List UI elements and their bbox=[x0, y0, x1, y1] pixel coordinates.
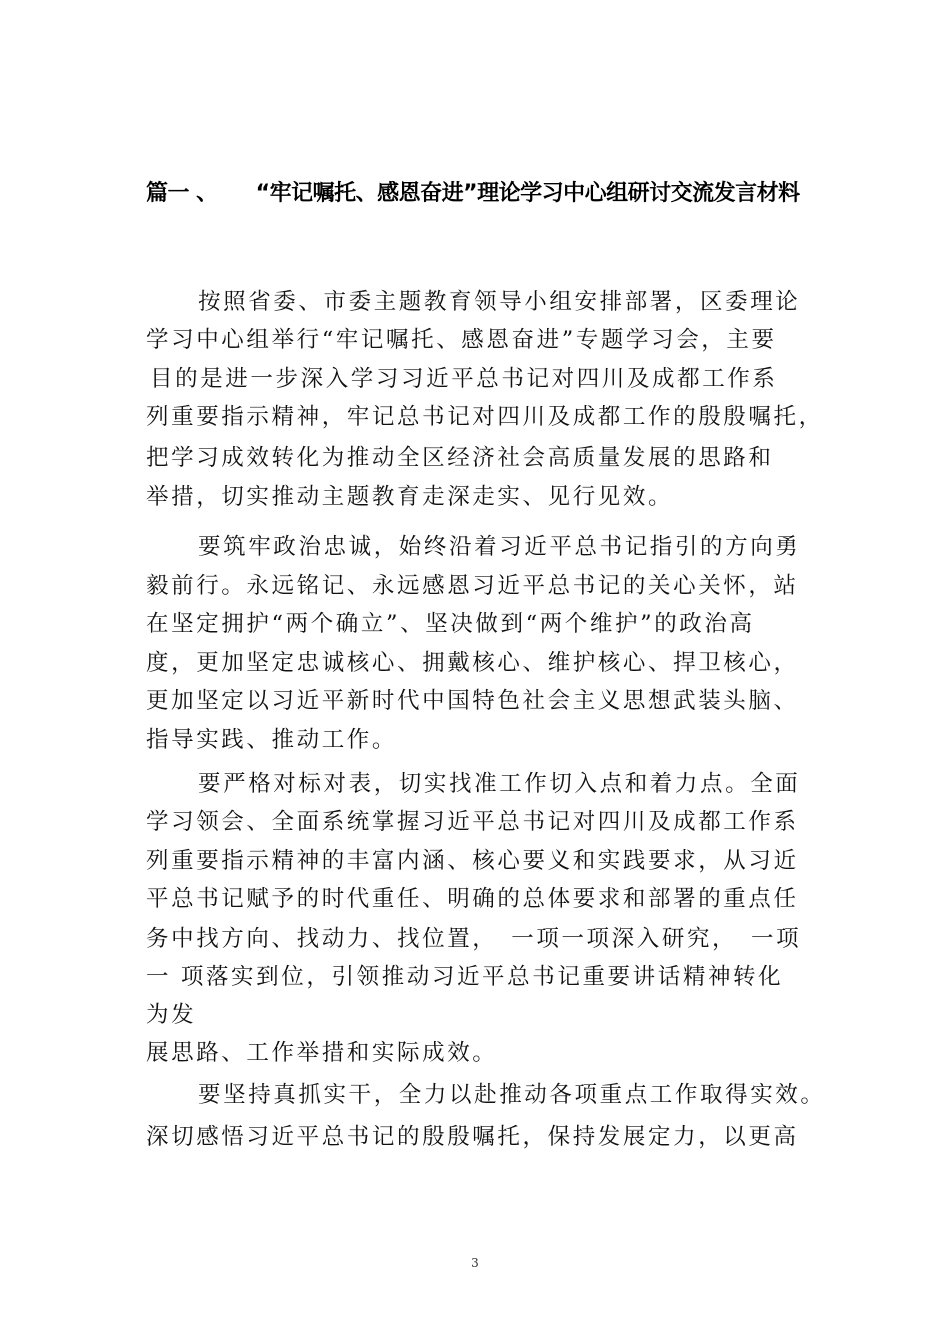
title-main: “牢记嘱托、感恩奋进”理论学习中心组研讨交流发言材料 bbox=[255, 181, 800, 206]
paragraph-line: 一 项落实到位，引领推动习近平总书记重要讲话精神转化 bbox=[146, 964, 784, 990]
paragraph-line: 毅前行。永远铭记、永远感恩习近平总书记的关心关怀，站 bbox=[146, 573, 799, 599]
paragraph-line: 学习领会、全面系统掌握习近平总书记对四川及成都工作系 bbox=[146, 809, 799, 835]
paragraph-line: 列重要指示精神的丰富内涵、核心要义和实践要求，从习近 bbox=[146, 848, 799, 874]
paragraph-line: 度，更加坚定忠诚核心、拥戴核心、维护核心、捍卫核心， bbox=[146, 650, 799, 676]
paragraph-line: 要筑牢政治忠诚，始终沿着习近平总书记指引的方向勇 bbox=[198, 534, 801, 560]
paragraph-line: 平总书记赋予的时代重任、明确的总体要求和部署的重点任 bbox=[146, 886, 799, 912]
paragraph-line: 在坚定拥护“两个确立”、坚决做到“两个维护”的政治高 bbox=[146, 611, 755, 637]
paragraph-line: 把学习成效转化为推动全区经济社会高质量发展的思路和 bbox=[146, 445, 774, 471]
paragraph-line: 按照省委、市委主题教育领导小组安排部署，区委理论 bbox=[198, 289, 801, 315]
paragraph-line: 要严格对标对表，切实找准工作切入点和着力点。全面 bbox=[198, 771, 801, 797]
title-prefix: 篇一 、 bbox=[146, 181, 218, 206]
paragraph-line: 深切感悟习近平总书记的殷殷嘱托，保持发展定力，以更高 bbox=[146, 1124, 799, 1150]
paragraph-line: 学习中心组举行“牢记嘱托、感恩奋进”专题学习会，主要 bbox=[146, 327, 777, 353]
paragraph-line: 要坚持真抓实干，全力以赴推动各项重点工作取得实效。 bbox=[198, 1082, 826, 1108]
paragraph-line: 为发 bbox=[146, 1002, 197, 1028]
paragraph-line: 举措，切实推动主题教育走深走实、见行见效。 bbox=[146, 484, 674, 510]
paragraph-line: 列重要指示精神，牢记总书记对四川及成都工作的殷殷嘱托， bbox=[146, 404, 824, 430]
paragraph-line: 更加坚定以习近平新时代中国特色社会主义思想武装头脑、 bbox=[146, 688, 799, 714]
paragraph-line: 目的是进一步深入学习习近平总书记对四川及成都工作系 bbox=[150, 366, 778, 392]
page-number: 3 bbox=[471, 1256, 479, 1270]
paragraph-line: 指导实践、推动工作。 bbox=[146, 727, 398, 753]
paragraph-line: 务中找方向、找动力、找位置， 一项一项深入研究， 一项 bbox=[146, 926, 802, 952]
document-title bbox=[146, 176, 846, 216]
paragraph-line: 展思路、工作举措和实际成效。 bbox=[146, 1040, 498, 1066]
